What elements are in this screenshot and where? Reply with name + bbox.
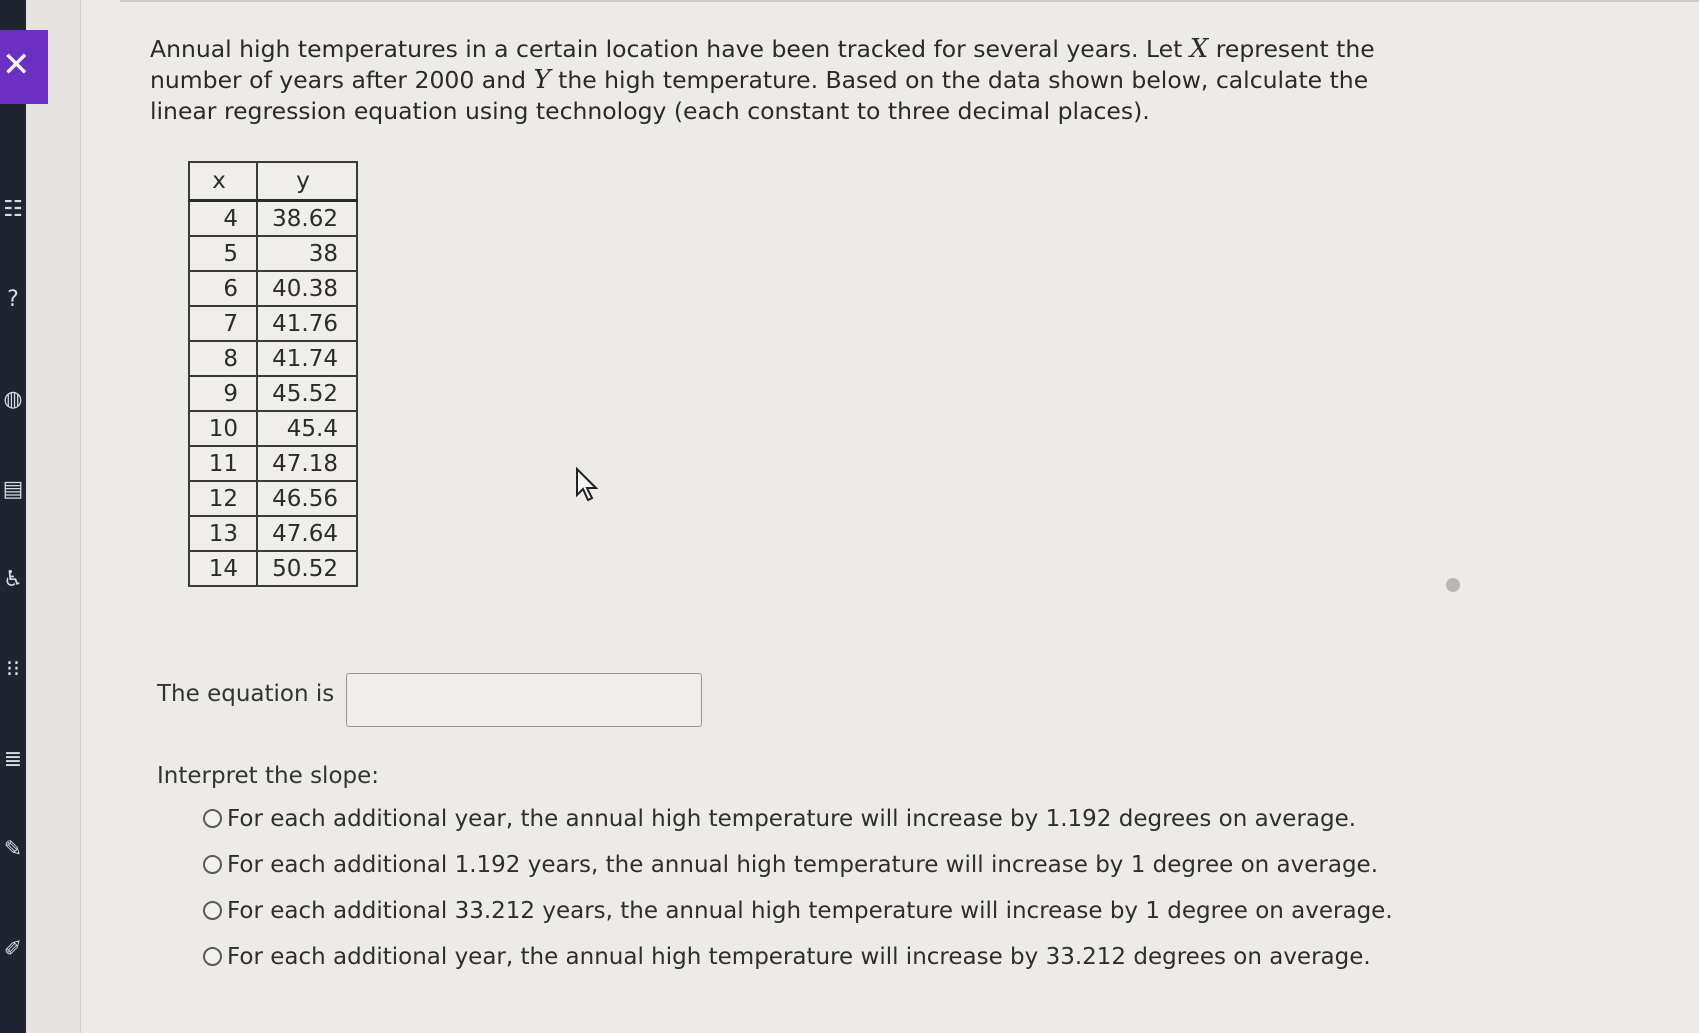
- table-header-row: [189, 162, 357, 201]
- help-icon[interactable]: ?: [7, 287, 19, 312]
- cell-y: 47.64: [257, 516, 357, 551]
- cell-x: 12: [189, 481, 257, 516]
- edit-icon[interactable]: ✐: [3, 937, 23, 962]
- cell-y: 46.56: [257, 481, 357, 516]
- table-row: [189, 376, 357, 411]
- interpret-slope-label: Interpret the slope:: [157, 763, 380, 789]
- mouse-pointer-icon: [575, 467, 601, 503]
- cell-x: 11: [189, 446, 257, 481]
- cell-y: 45.52: [257, 376, 357, 411]
- globe-icon[interactable]: ◍: [3, 387, 23, 412]
- pencil-icon[interactable]: ✎: [3, 837, 23, 862]
- cell-y: 47.18: [257, 446, 357, 481]
- table-row: [189, 481, 357, 516]
- cell-y: 40.38: [257, 271, 357, 306]
- data-table: [188, 161, 358, 587]
- question-text: Annual high temperatures in a certain location have been tracked for several years. Let X represent the number of years after 2000 and Y the high temperature. Based on the data shown below, calculate the linear regression equation using technology (each constant to three decimal places).: [150, 34, 1375, 125]
- radio-button[interactable]: [203, 809, 222, 828]
- option-label: For each additional 1.192 years, the annual high temperature will increase by 1 degree on average.: [227, 852, 1378, 878]
- equation-label: The equation is: [157, 681, 335, 707]
- table-row: [189, 271, 357, 306]
- column-header-x: x: [189, 162, 257, 201]
- slope-option-4[interactable]: [203, 944, 1371, 970]
- slope-option-2[interactable]: [203, 852, 1378, 878]
- accessibility-icon[interactable]: ♿: [3, 567, 23, 592]
- radio-button[interactable]: [203, 855, 222, 874]
- equation-input[interactable]: [346, 673, 702, 727]
- cell-x: 6: [189, 271, 257, 306]
- column-header-y: y: [257, 162, 357, 201]
- cell-y: 41.76: [257, 306, 357, 341]
- divider: [120, 0, 1699, 2]
- cell-y: 50.52: [257, 551, 357, 586]
- cell-y: 45.4: [257, 411, 357, 446]
- slope-option-3[interactable]: [203, 898, 1393, 924]
- option-label: For each additional year, the annual high temperature will increase by 1.192 degrees on average.: [227, 806, 1357, 832]
- cell-x: 10: [189, 411, 257, 446]
- table-row: [189, 306, 357, 341]
- cell-x: 8: [189, 341, 257, 376]
- keypad-icon[interactable]: ⁝⁝: [6, 657, 20, 682]
- close-icon: ✕: [2, 45, 31, 85]
- cell-y: 38.62: [257, 201, 357, 237]
- radio-button[interactable]: [203, 947, 222, 966]
- table-row: [189, 411, 357, 446]
- slope-option-1[interactable]: [203, 806, 1356, 832]
- cell-x: 14: [189, 551, 257, 586]
- book-icon[interactable]: ▤: [2, 477, 24, 502]
- table-row: [189, 236, 357, 271]
- cell-x: 4: [189, 201, 257, 237]
- option-label: For each additional 33.212 years, the annual high temperature will increase by 1 degree on average.: [227, 898, 1393, 924]
- cell-y: 41.74: [257, 341, 357, 376]
- cell-x: 13: [189, 516, 257, 551]
- table-row: [189, 446, 357, 481]
- table-row: [189, 341, 357, 376]
- cell-x: 7: [189, 306, 257, 341]
- close-button[interactable]: [0, 30, 48, 104]
- scroll-indicator: [1446, 578, 1460, 592]
- table-row: [189, 516, 357, 551]
- list-icon[interactable]: ≣: [3, 747, 23, 772]
- calculator-icon[interactable]: ☷: [3, 197, 23, 222]
- option-label: For each additional year, the annual high temperature will increase by 33.212 degrees on average.: [227, 944, 1371, 970]
- radio-button[interactable]: [203, 901, 222, 920]
- cell-x: 5: [189, 236, 257, 271]
- table-row: [189, 551, 357, 586]
- table-row: [189, 201, 357, 237]
- left-toolbar: [0, 0, 26, 1033]
- cell-y: 38: [257, 236, 357, 271]
- cell-x: 9: [189, 376, 257, 411]
